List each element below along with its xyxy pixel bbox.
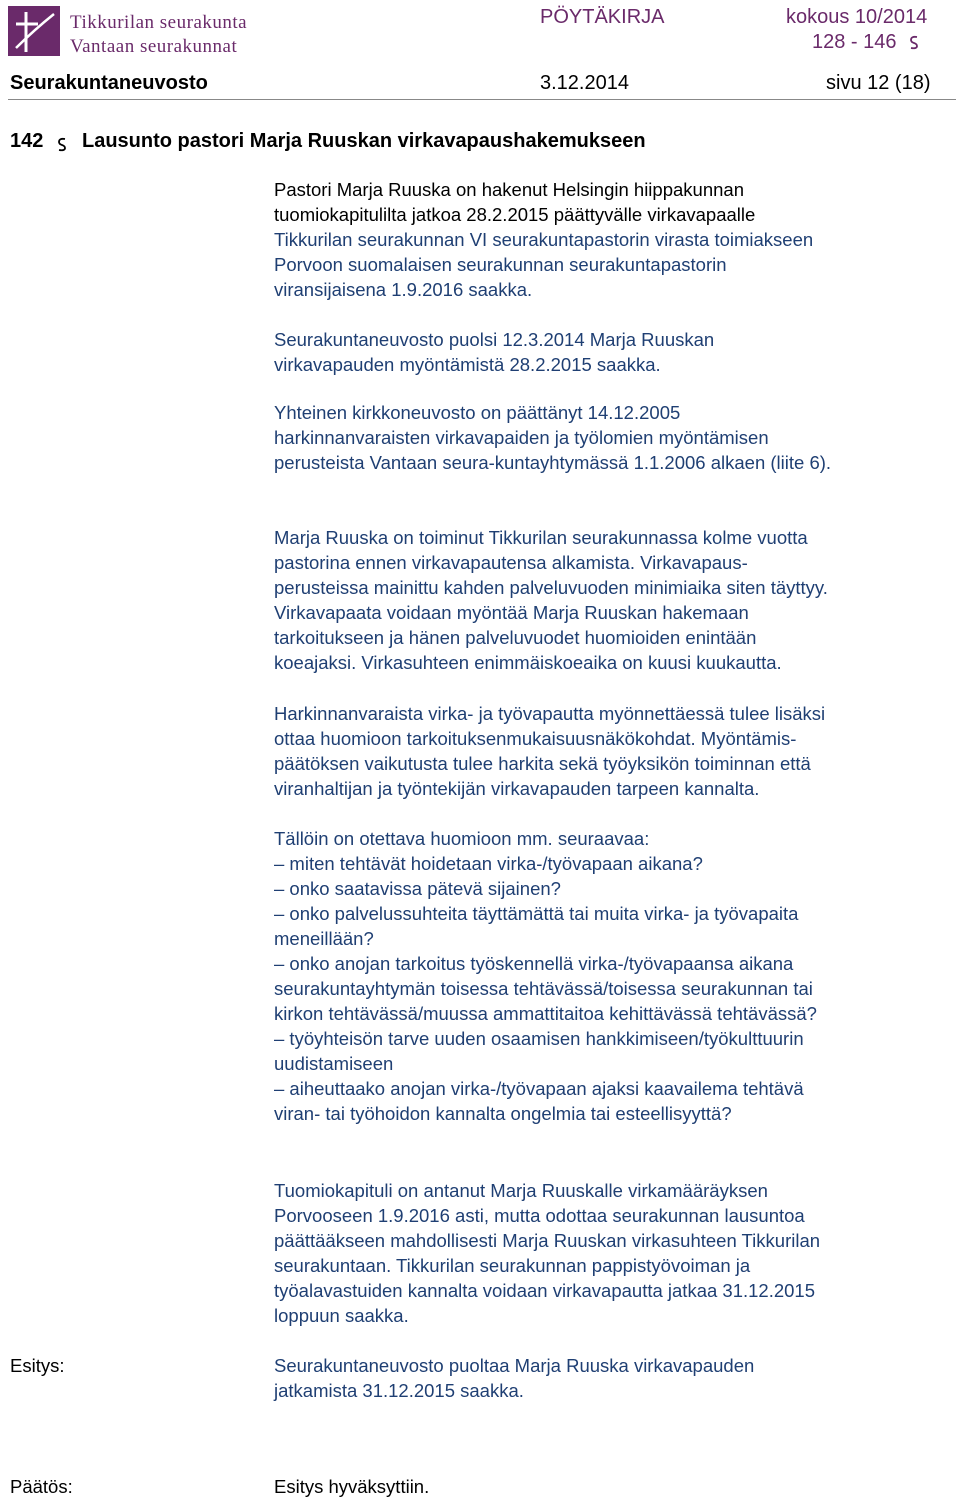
- decision-text: [274, 1474, 954, 1499]
- text-line: meneillään?: [274, 928, 374, 949]
- text-line: perusteista Vantaan seura-kuntayhtymässä 1.1.2006 alkaen (liite 6).: [274, 452, 832, 473]
- logo-line-2: Vantaan seurakunnat: [70, 36, 238, 57]
- meeting-number: kokous 10/2014: [786, 6, 928, 28]
- text-line: Marja Ruuska on toiminut Tikkurilan seurakunnassa kolme vuotta: [274, 527, 808, 548]
- header-divider: [8, 99, 956, 100]
- logo-line-1: Tikkurilan seurakunta: [70, 12, 248, 33]
- text-line: uudistamiseen: [274, 1053, 394, 1074]
- paragraph-service-history: [274, 525, 954, 675]
- organization-logo: [8, 6, 308, 58]
- text-line: viranhaltijan ja työntekijän virkavapauden tarpeen kannalta.: [274, 778, 760, 799]
- text-line: koeajaksi. Virkasuhteen enimmäiskoeaika on kuusi kuukautta.: [274, 652, 782, 673]
- text-line: Tikkurilan seurakunnan VI seurakuntapastorin virasta toimiakseen: [274, 229, 814, 250]
- list-item: – onko anojan tarkoitus työskennellä virka-/työvapaansa aikana: [274, 953, 794, 974]
- text-line: tarkoitukseen ja hänen palveluvuodet huomioiden enintään: [274, 627, 757, 648]
- section-title: Lausunto pastori Marja Ruuskan virkavapaushakemukseen: [82, 130, 646, 152]
- text-line: Tuomiokapituli on antanut Marja Ruuskalle virkamääräyksen: [274, 1180, 768, 1201]
- section-range: [812, 31, 918, 54]
- text-line: päättääkseen mahdollisesti Marja Ruuskan virkasuhteen Tikkurilan: [274, 1230, 821, 1251]
- text-line: Pastori Marja Ruuska on hakenut Helsingin hiippakunnan: [274, 179, 744, 200]
- text-line: ottaa huomioon tarkoituksenmukaisuusnäkökohdat. Myöntämis-: [274, 728, 797, 749]
- decision-label: Päätös:: [10, 1476, 73, 1497]
- section-range-text: 128 - 146: [812, 31, 897, 53]
- text-line: perusteissa mainittu kahden palveluvuoden minimiaika siten täyttyy.: [274, 577, 828, 598]
- list-item: – miten tehtävät hoidetaan virka-/työvapaan aikana?: [274, 853, 703, 874]
- text-line: loppuun saakka.: [274, 1305, 409, 1326]
- text-line: Harkinnanvaraista virka- ja työvapautta myönnettäessä tulee lisäksi: [274, 703, 826, 724]
- proposal-label: Esitys:: [10, 1355, 65, 1376]
- paragraph-considerations: [274, 701, 954, 801]
- paragraph-intro: [274, 177, 954, 227]
- text-line: seurakuntayhtymän toisessa tehtävässä/toisessa seurakunnan tai: [274, 978, 813, 999]
- text-line: kirkon tehtävässä/muussa ammattitaitoa kehittävässä tehtävässä?: [274, 1003, 817, 1024]
- list-item: – onko palvelussuhteita täyttämättä tai muita virka- ja työvapaita: [274, 903, 799, 924]
- list-item: – työyhteisön tarve uuden osaamisen hankkimiseen/työkulttuurin: [274, 1028, 804, 1049]
- text-line: työalavastuiden kannalta voidaan virkavapautta jatkaa 31.12.2015: [274, 1280, 815, 1301]
- text-line: viransijaisena 1.9.2016 saakka.: [274, 279, 533, 300]
- text-line: Porvooseen 1.9.2016 asti, mutta odottaa seurakunnan lausuntoa: [274, 1205, 805, 1226]
- paragraph-chapter-statement: [274, 1178, 954, 1328]
- text-line: Seurakuntaneuvosto puolsi 12.3.2014 Marja Ruuskan: [274, 329, 715, 350]
- text-line: Yhteinen kirkkoneuvosto on päättänyt 14.12.2005: [274, 402, 681, 423]
- cross-emblem-icon: [8, 6, 64, 58]
- text-line: Esitys hyväksyttiin.: [274, 1476, 430, 1497]
- paragraph-previous-decision: [274, 327, 954, 377]
- text-line: seurakuntaan. Tikkurilan seurakunnan pappistyövoiman ja: [274, 1255, 751, 1276]
- text-line: pastorina ennen virkavapautensa alkamista. Virkavapaus-: [274, 552, 748, 573]
- governing-body: Seurakuntaneuvosto: [10, 72, 208, 94]
- text-line: päätöksen vaikutusta tulee harkita sekä työyksikön toiminnan että: [274, 753, 811, 774]
- paragraph-checklist: [274, 826, 954, 1126]
- paragraph-request-detail: [274, 227, 954, 302]
- section-number: 142: [10, 130, 44, 152]
- proposal-text: [274, 1353, 954, 1403]
- text-line: viran- tai työhoidon kannalta ongelmia tai esteellisyyttä?: [274, 1103, 732, 1124]
- text-line: jatkamista 31.12.2015 saakka.: [274, 1380, 524, 1401]
- text-line: harkinnanvaraisten virkavapaiden ja työlomien myöntämisen: [274, 427, 769, 448]
- section-sign-icon: [906, 34, 922, 50]
- paragraph-regulations: [274, 400, 954, 475]
- list-item: – onko saatavissa pätevä sijainen?: [274, 878, 561, 899]
- text-line: Tällöin on otettava huomioon mm. seuraavaa:: [274, 828, 650, 849]
- text-line: tuomiokapitulilta jatkoa 28.2.2015 päättyvälle virkavapaalle: [274, 204, 756, 225]
- text-line: Virkavapaata voidaan myöntää Marja Ruuskan hakemaan: [274, 602, 749, 623]
- list-item: – aiheuttaako anojan virka-/työvapaan ajaksi kaavailema tehtävä: [274, 1078, 804, 1099]
- document-type: PÖYTÄKIRJA: [540, 6, 665, 28]
- page-number: sivu 12 (18): [826, 72, 931, 94]
- text-line: Porvoon suomalaisen seurakunnan seurakuntapastorin: [274, 254, 727, 275]
- text-line: Seurakuntaneuvosto puoltaa Marja Ruuska virkavapauden: [274, 1355, 755, 1376]
- text-line: virkavapauden myöntämistä 28.2.2015 saakka.: [274, 354, 661, 375]
- meeting-date: 3.12.2014: [540, 72, 629, 94]
- section-sign-icon: [54, 136, 70, 152]
